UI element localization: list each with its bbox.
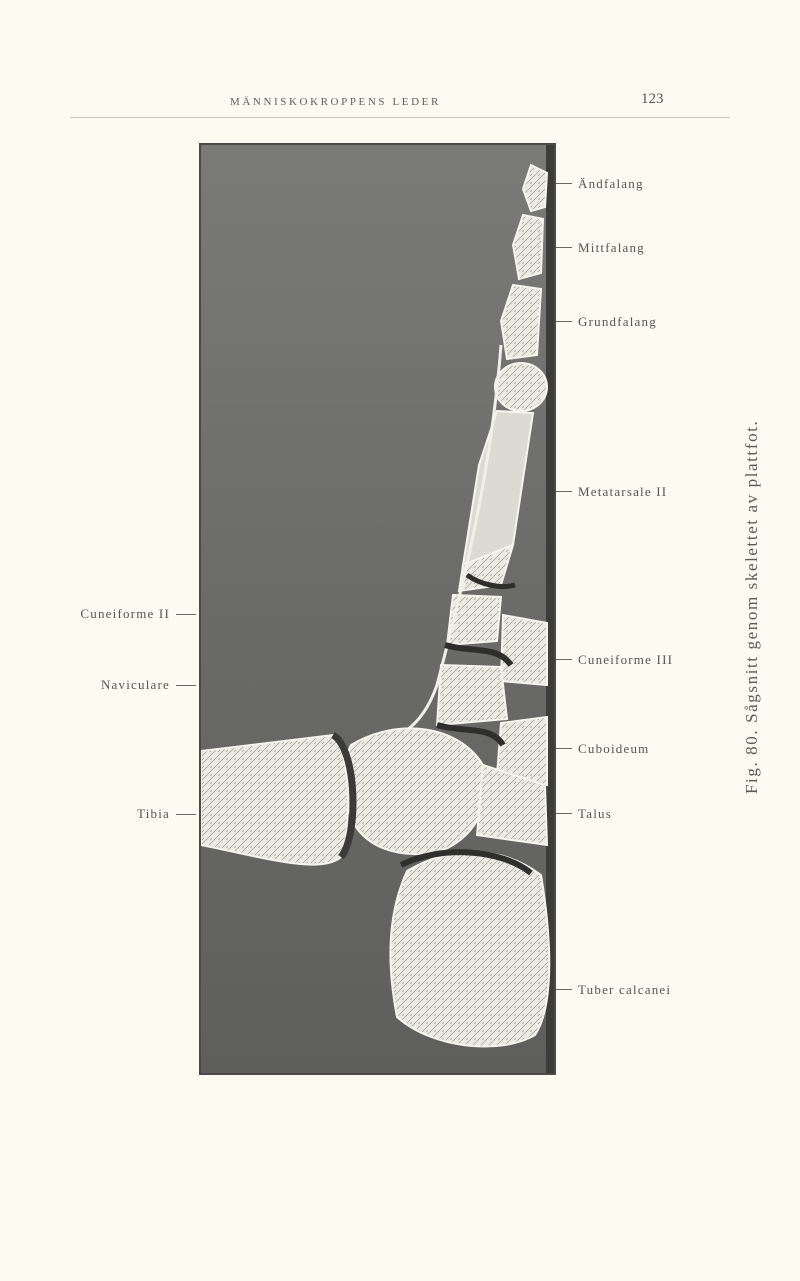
page-number: 123 — [641, 91, 664, 107]
leader-tick — [556, 748, 572, 749]
leader-tick — [176, 814, 196, 815]
leader-tick — [556, 659, 572, 660]
label-grundfalang: Grundfalang — [578, 314, 657, 329]
leader-tick — [176, 614, 196, 615]
leader-tick — [176, 685, 196, 686]
label-metatarsale-ii: Metatarsale II — [578, 484, 668, 499]
label-mittfalang: Mittfalang — [578, 240, 645, 255]
label-tuber-calcanei: Tuber calcanei — [578, 982, 672, 997]
leader-tick — [556, 183, 572, 184]
figure-caption: Fig. 80. Sågsnitt genom skelettet av plattfot. — [742, 419, 761, 794]
label-cuneiforme-ii: Cuneiforme II — [80, 606, 170, 621]
foot-section-photograph — [199, 143, 556, 1075]
leader-tick — [556, 813, 572, 814]
label-andfalang: Ändfalang — [578, 176, 644, 191]
leader-tick — [556, 491, 572, 492]
label-cuboideum: Cuboideum — [578, 741, 650, 756]
label-tibia: Tibia — [137, 806, 170, 821]
leader-tick — [556, 247, 572, 248]
leader-tick — [556, 321, 572, 322]
header-rule — [70, 117, 730, 118]
leader-tick — [556, 989, 572, 990]
foot-skeleton-illustration — [201, 145, 556, 1075]
label-talus: Talus — [578, 806, 612, 821]
label-naviculare: Naviculare — [100, 677, 170, 692]
running-title: MÄNNISKOKROPPENS LEDER — [230, 96, 441, 108]
label-cuneiforme-iii: Cuneiforme III — [578, 652, 674, 667]
